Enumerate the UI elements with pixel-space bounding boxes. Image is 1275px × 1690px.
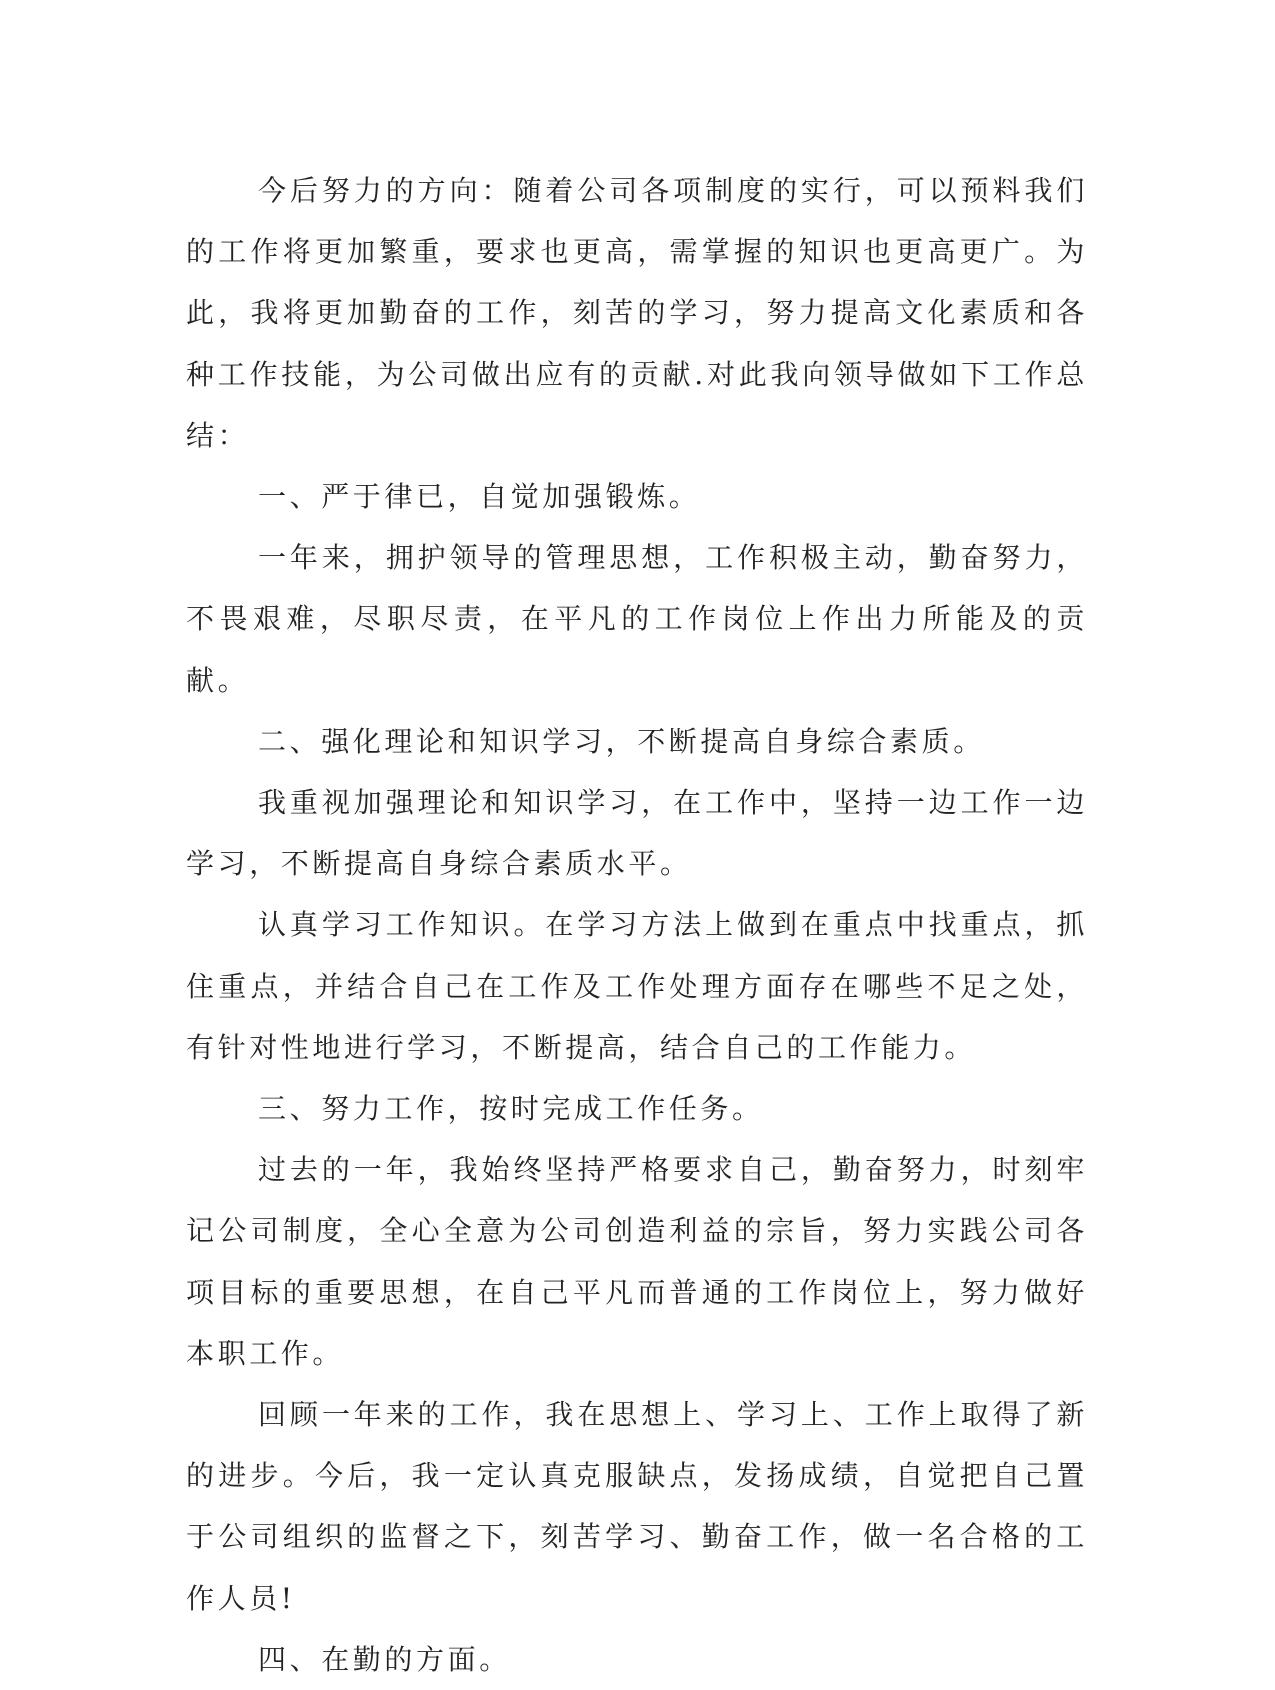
paragraph-theory-study: 我重视加强理论和知识学习，在工作中，坚持一边工作一边学习，不断提高自身综合素质水平。 <box>186 786 1088 881</box>
heading-work-tasks: 三、努力工作，按时完成工作任务。 <box>258 1092 764 1126</box>
heading-self-discipline: 一、严于律已，自觉加强锻炼。 <box>258 480 701 514</box>
document-body <box>186 160 1088 1690</box>
paragraph-past-year: 过去的一年，我始终坚持严格要求自己，勤奋努力，时刻牢记公司制度，全心全意为公司创造利益的宗旨，努力实践公司各项目标的重要思想，在自己平凡而普通的工作岗位上，努力做好本职工作。 <box>186 1153 1088 1370</box>
paragraph-year-review: 一年来，拥护领导的管理思想，工作积极主动，勤奋努力，不畏艰难，尽职尽责，在平凡的工作岗位上作出力所能及的贡献。 <box>186 541 1088 697</box>
paragraph-work-knowledge: 认真学习工作知识。在学习方法上做到在重点中找重点，抓住重点，并结合自己在工作及工作处理方面存在哪些不足之处，有针对性地进行学习，不断提高，结合自己的工作能力。 <box>186 908 1088 1064</box>
heading-theory-study: 二、强化理论和知识学习，不断提高自身综合素质。 <box>258 724 985 758</box>
paragraph-looking-back: 回顾一年来的工作，我在思想上、学习上、工作上取得了新的进步。今后，我一定认真克服缺点，发扬成绩，自觉把自己置于公司组织的监督之下，刻苦学习、勤奋工作，做一名合格的工作人员! <box>186 1398 1088 1615</box>
paragraph-future-direction: 今后努力的方向：随着公司各项制度的实行，可以预料我们的工作将更加繁重，要求也更高，需掌握的知识也更高更广。为此，我将更加勤奋的工作，刻苦的学习，努力提高文化素质和各种工作技能，为公司做出应有的贡献.对此我向领导做如下工作总结： <box>186 174 1088 452</box>
heading-diligence: 四、在勤的方面。 <box>258 1642 511 1676</box>
